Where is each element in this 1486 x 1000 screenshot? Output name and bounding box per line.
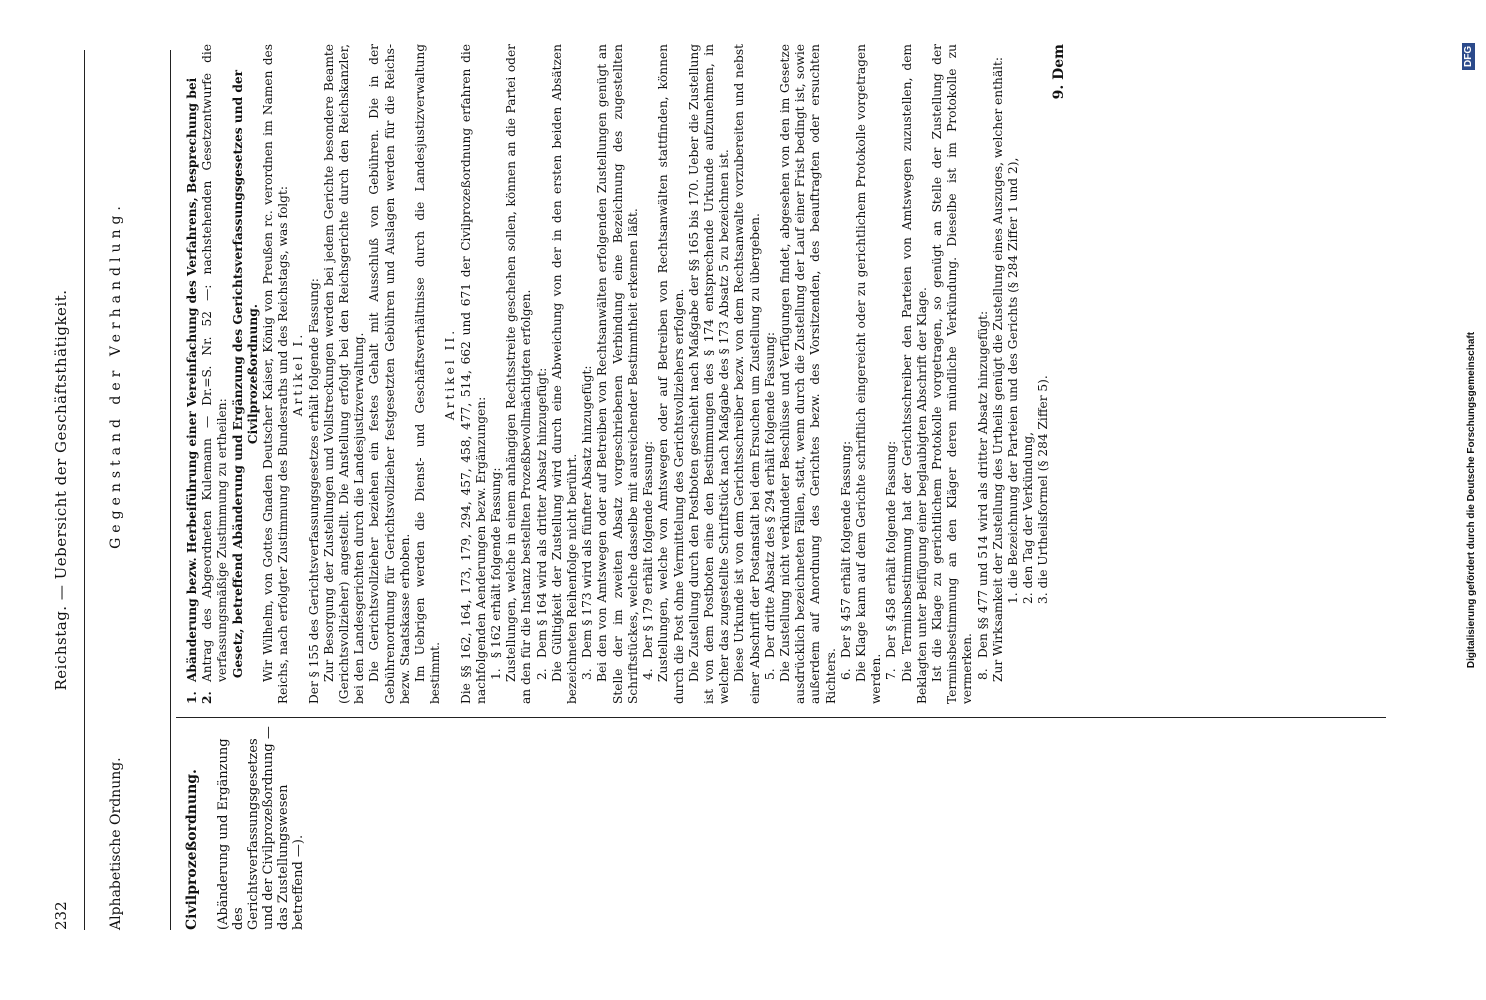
article-1-para: Im Uebrigen werden die Dienst- und Geschäftsverhältnisse durch die Landesjustizverwaltung bestimmt. — [413, 44, 443, 704]
amendment-quote: Die Zustellung durch den Postboten geschieht nach Maßgabe der §§ 165 bis 170. Ueber die Zustellung ist von dem Postboten eine den Bestimmungen des § 174 entsprechende Urkunde aufzunehmen, in welcher das zugestellte Schriftstück nach Maßgabe des § 173 Absatz 5 zu bezeichnen ist. — [686, 44, 732, 704]
article-2-title: Artikel II. — [443, 327, 458, 421]
amendment-text: Der § 458 erhält folgende Fassung: — [884, 440, 899, 658]
item-number: 2. — [200, 691, 215, 704]
item-1 — [185, 44, 200, 704]
dfg-logo: DFG — [1462, 43, 1475, 70]
amendment-quote: Die Zustellung nicht verkündeter Beschlüsse und Verfügungen findet, abgesehen von den im Gesetze ausdrücklich bezeichneten Fällen, statt, wenn durch die Zustellung der Lauf einer Frist bedingt ist, sowie außerdem auf Anordnung des Gerichtes bezw. des Vorsitzenden, des beauftragten oder ersuchten Richters. — [777, 44, 838, 704]
amendment-number: 8. — [975, 668, 990, 680]
amendment-quote: Zustellungen, welche von Amtswegen oder auf Betreiben von Rechtsanwälten stattfinden, können durch die Post ohne Vermittelung des Gerichtsvollziehers erfolgen. — [656, 44, 686, 704]
article-1-title: Artikel I. — [291, 331, 306, 417]
amendment-2 — [535, 44, 550, 704]
column-divider — [176, 717, 1386, 718]
amendment-4 — [641, 44, 656, 704]
keyword: Civilprozeßordnung. — [184, 769, 200, 930]
list-item: 3. die Urtheilsformel (§ 284 Ziffer 5). — [1036, 375, 1051, 604]
page-number: 232 — [52, 901, 70, 930]
amendment-quote: Die Klage kann auf dem Gerichte schriftlich eingereicht oder zu gerichtlichem Protokolle vorgetragen werden. — [853, 44, 884, 704]
amendment-text: Dem § 164 wird als dritter Absatz hinzugefügt: — [534, 367, 549, 658]
running-head: Reichstag. — Uebersicht der Geschäftsthätigkeit. — [52, 289, 70, 691]
amendment-number: 1. — [489, 668, 504, 680]
page-header — [52, 50, 74, 930]
amendment-text: Dem § 173 wird als fünfter Absatz hinzugefügt: — [580, 365, 595, 658]
amendment-text: Der § 179 erhält folgende Fassung: — [641, 440, 656, 658]
amendment-quote: Diese Urkunde ist von dem Gerichtsschreiber bezw. von dem Rechtsanwalte vorzubereiten und nebst einer Abschrift der Postanstalt bei dem Ersuchen um Zustellung zu übergeben. — [732, 44, 762, 704]
keyword-description: (Abänderung und Ergänzung des Gerichtsverfassungsgesetzes und der Civilprozeßordnung — das Zustellungswesen betreffend —). — [216, 726, 306, 930]
amendment-text: § 162 erhält folgende Fassung: — [489, 467, 504, 658]
amendment-quote: Zur Wirksamkeit der Zustellung des Urtheils genügt die Zustellung eines Auszuges, welcher enthält: — [990, 57, 1005, 682]
amendment-5 — [763, 44, 778, 704]
article-1-intro: Der § 155 des Gerichtsverfassungsgesetzes erhält folgende Fassung: — [306, 278, 321, 704]
item-text: Antrag des Abgeordneten Kulemann — Dr.=S. Nr. 52 —: nachstehenden Gesetzentwurfe die verfassungsmäßige Zustimmung zu ertheilen: — [200, 44, 230, 682]
amendment-number: 5. — [762, 668, 777, 680]
column-header-left: Alphabetische Ordnung. — [108, 757, 124, 930]
amendment-text: Den §§ 477 und 514 wird als dritter Absatz hinzugefügt: — [975, 310, 990, 658]
amendment-text: Der dritte Absatz des § 294 erhält folgende Fassung: — [762, 332, 777, 658]
digitization-note: Digitalisierung gefördert durch die Deutsche Forschungsgemeinschaft — [1466, 331, 1477, 669]
amendment-quote: Zustellungen, welche in einem anhängigen Rechtsstreite geschehen sollen, können an die Partei oder an den für die Instanz bestellten Prozeßbevollmächtigten erfolgen. — [504, 44, 534, 704]
item-text: Abänderung bezw. Herbeiführung einer Vereinfachung des Verfahrens, Besprechung bei — [185, 77, 199, 682]
enacting-clause: Wir Wilhelm, von Gottes Gnaden Deutscher Kaiser, König von Preußen rc. verordnen im Namen des Reichs, nach erfolgter Zustimmung des Bundesraths und des Reichstags, was folgt: — [261, 44, 291, 704]
amendment-1 — [489, 44, 504, 704]
amendment-number: 6. — [838, 668, 853, 680]
column-header-rule — [170, 50, 171, 930]
amendment-7 — [884, 44, 899, 704]
column-header-right: Gegenstand der Verhandlung. — [108, 201, 124, 549]
amendment-8 — [976, 44, 991, 704]
list-item: 2. den Tag der Verkündung, — [1021, 431, 1036, 604]
list-item: 1. die Bezeichnung der Parteien und des Gerichts (§ 284 Ziffer 1 und 2), — [1005, 157, 1020, 604]
amendment-text: Der § 457 erhält folgende Fassung: — [838, 440, 853, 658]
article-2-intro: Die §§ 162, 164, 173, 179, 294, 457, 458, 477, 514, 662 und 671 der Civilprozeßordnung erfahren die nachfolgenden Aenderungen bezw. Ergänzungen: — [458, 44, 488, 704]
left-column — [185, 725, 306, 930]
amendment-6 — [839, 44, 854, 704]
article-1-para: Zur Besorgung der Zustellungen und Vollstreckungen werden bei jedem Gerichte besondere Beamte (Gerichtsvollzieher) angestellt. Die Anstellung erfolgt bei den Reichsgerichte durch den Reichskanzler, bei den Landesgerichten durch die Landesjustizverwaltung. — [321, 44, 367, 704]
article-1-para: Die Gerichtsvollzieher beziehen ein festes Gehalt mit Ausschluß von Gebühren. Die in der Gebührenordnung für Gerichtsvollzieher festgesetzten Gebühren und Auslagen werden für die Reichs- bezw. Staatskasse erhoben. — [367, 44, 412, 704]
catchword: 9. Dem — [1050, 44, 1067, 100]
amendment-number: 2. — [534, 668, 549, 680]
law-title: Gesetz, betreffend Abänderung und Ergänzung des Gerichtsverfassungsgesetzes und der Civilprozeßordnung. — [230, 69, 260, 679]
amendment-quote: Die Terminsbestimmung hat der Gerichtsschreiber den Parteien von Amtswegen zuzustellen, dem Beklagten unter Beifügung einer beglaubigten Abschrift der Klage. — [899, 44, 929, 704]
amendment-quote: Ist die Klage zu gerichtlichem Protokolle vorgetragen, so genügt an Stelle der Zustellung der Terminsbestimmung an den Kläger deren mündliche Verkündung. Dieselbe ist im Protokolle zu vermerken. — [929, 44, 975, 704]
amendment-number: 7. — [884, 668, 899, 680]
amendment-number: 3. — [580, 668, 595, 680]
item-number: 1. — [185, 691, 199, 704]
header-rule — [84, 50, 85, 930]
amendment-3 — [580, 44, 595, 704]
main-column — [185, 44, 1067, 704]
item-2 — [200, 44, 230, 704]
amendment-quote: Die Gültigkeit der Zustellung wird durch eine Abweichung von der in den ersten beiden Absätzen bezeichneten Reihenfolge nicht berührt. — [549, 44, 580, 704]
amendment-number: 4. — [641, 668, 656, 680]
amendment-quote: Bei den von Amtswegen oder auf Betreiben von Rechtsanwälten erfolgenden Zustellungen genügt an Stelle der im zweiten Absatz vorgeschriebenen Verbindung eine Bezeichnung des zugestellten Schriftstückes, welche dasselbe mit ausreichender Bestimmtheit erkennen läßt. — [595, 44, 640, 704]
